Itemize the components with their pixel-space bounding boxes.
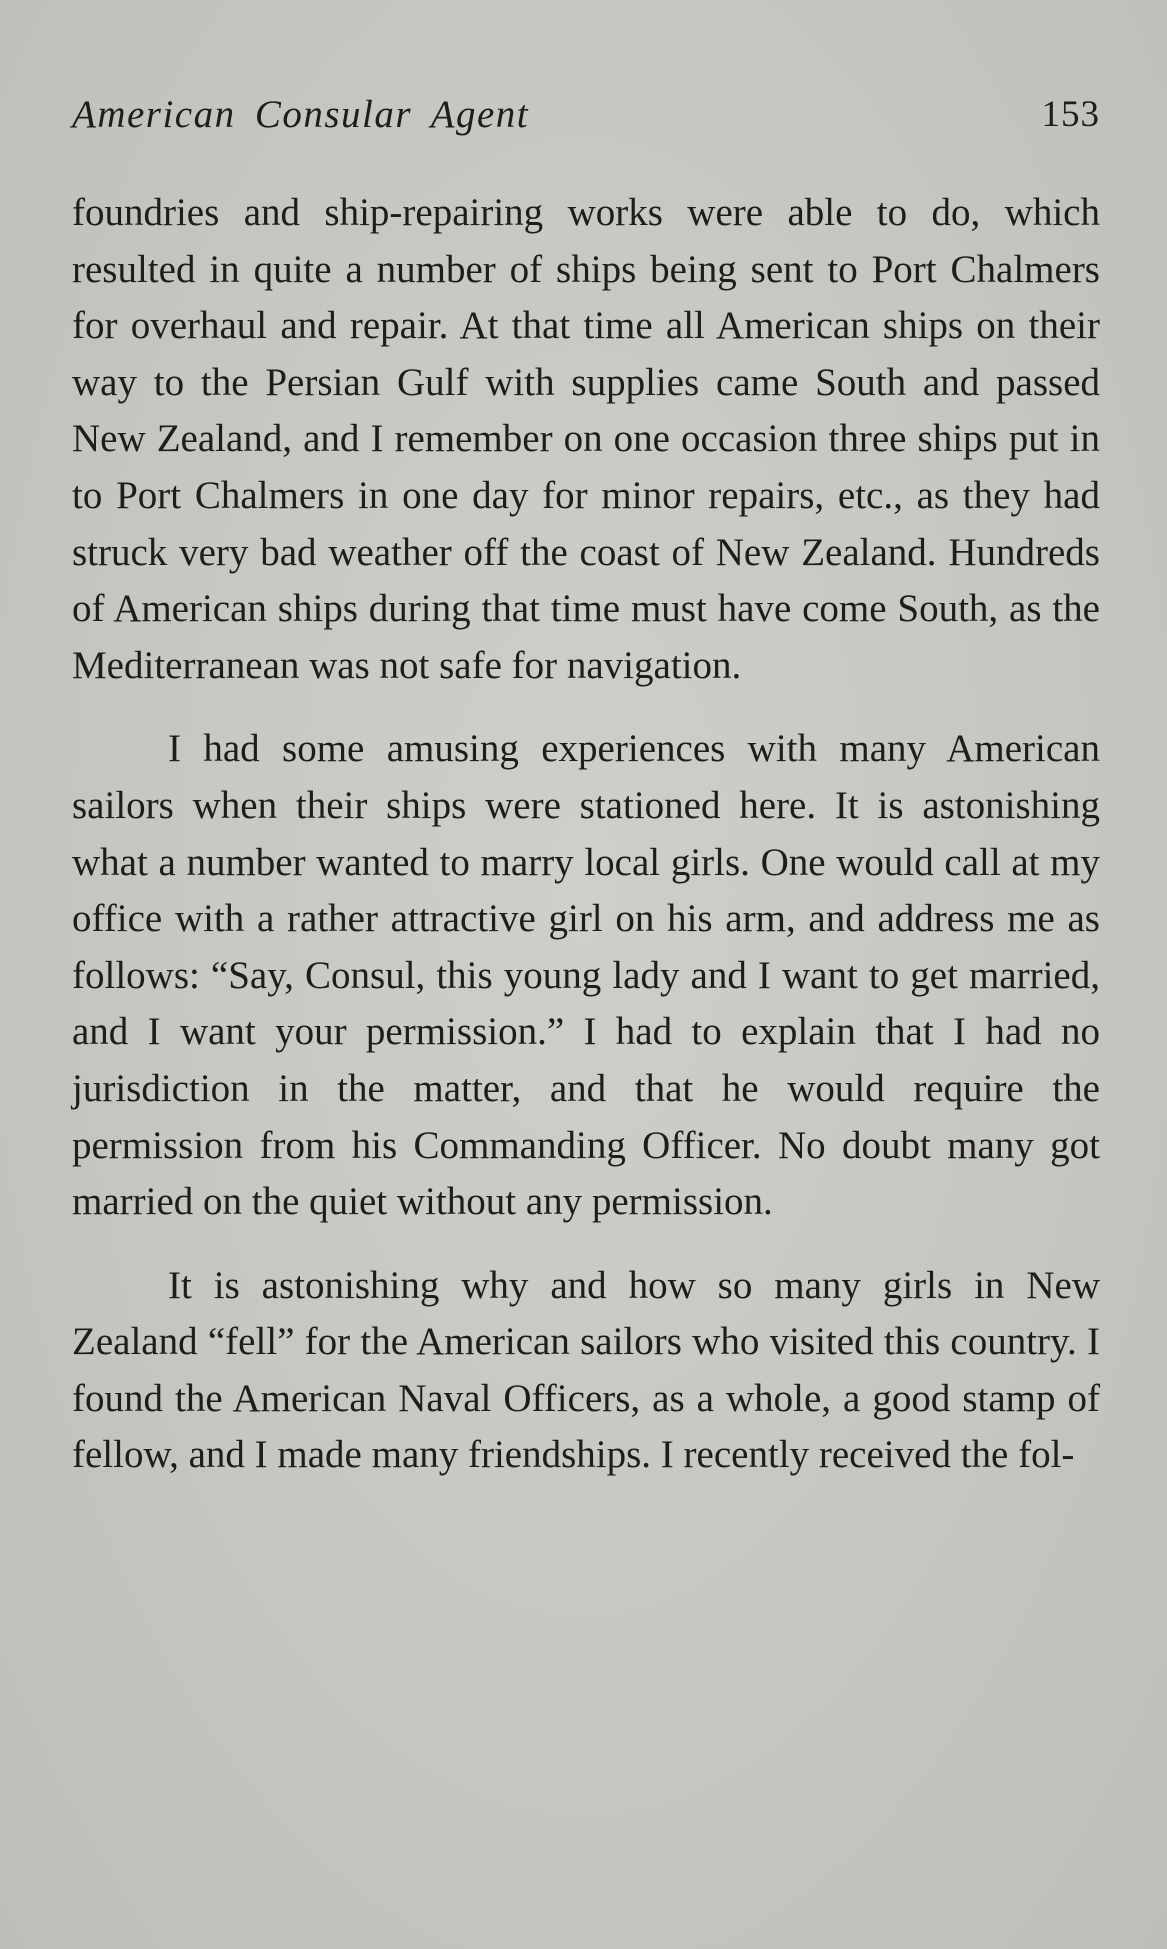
- paragraph: foundries and ship-repairing works were able to do, which resulted in quite a number of ships being sent to Port Chalmers for overhaul and repair. At that time all American ships on their way to the Persian Gulf with supplies came South and passed New Zealand, and I remember on one occasion three ships put in to Port Chalmers in one day for minor repairs, etc., as they had struck very bad weather off the coast of New Zealand. Hundreds of American ships during that time must have come South, as the Mediterranean was not safe for navigation.: [72, 191, 1100, 687]
- page-number: 153: [1041, 94, 1100, 135]
- running-title: American Consular Agent: [72, 93, 530, 136]
- paragraph: It is astonishing why and how so many girls in New Zealand “fell” for the American sailors who visited this country. I found the American Naval Officers, as a whole, a good stamp of fellow, and I made many friendships. I recently received the fol-: [72, 1263, 1100, 1477]
- body-text: [72, 185, 1100, 1484]
- paragraph: I had some amusing experiences with many American sailors when their ships were stationed here. It is astonishing what a number wanted to marry local girls. One would call at my office with a rather attractive girl on his arm, and address me as follows: “Say, Consul, this young lady and I want to get married, and I want your permission.” I had to explain that I had no jurisdiction in the matter, and that he would require the permission from his Commanding Officer. No doubt many got married on the quiet without any permission.: [72, 727, 1100, 1224]
- running-head: [72, 90, 1100, 140]
